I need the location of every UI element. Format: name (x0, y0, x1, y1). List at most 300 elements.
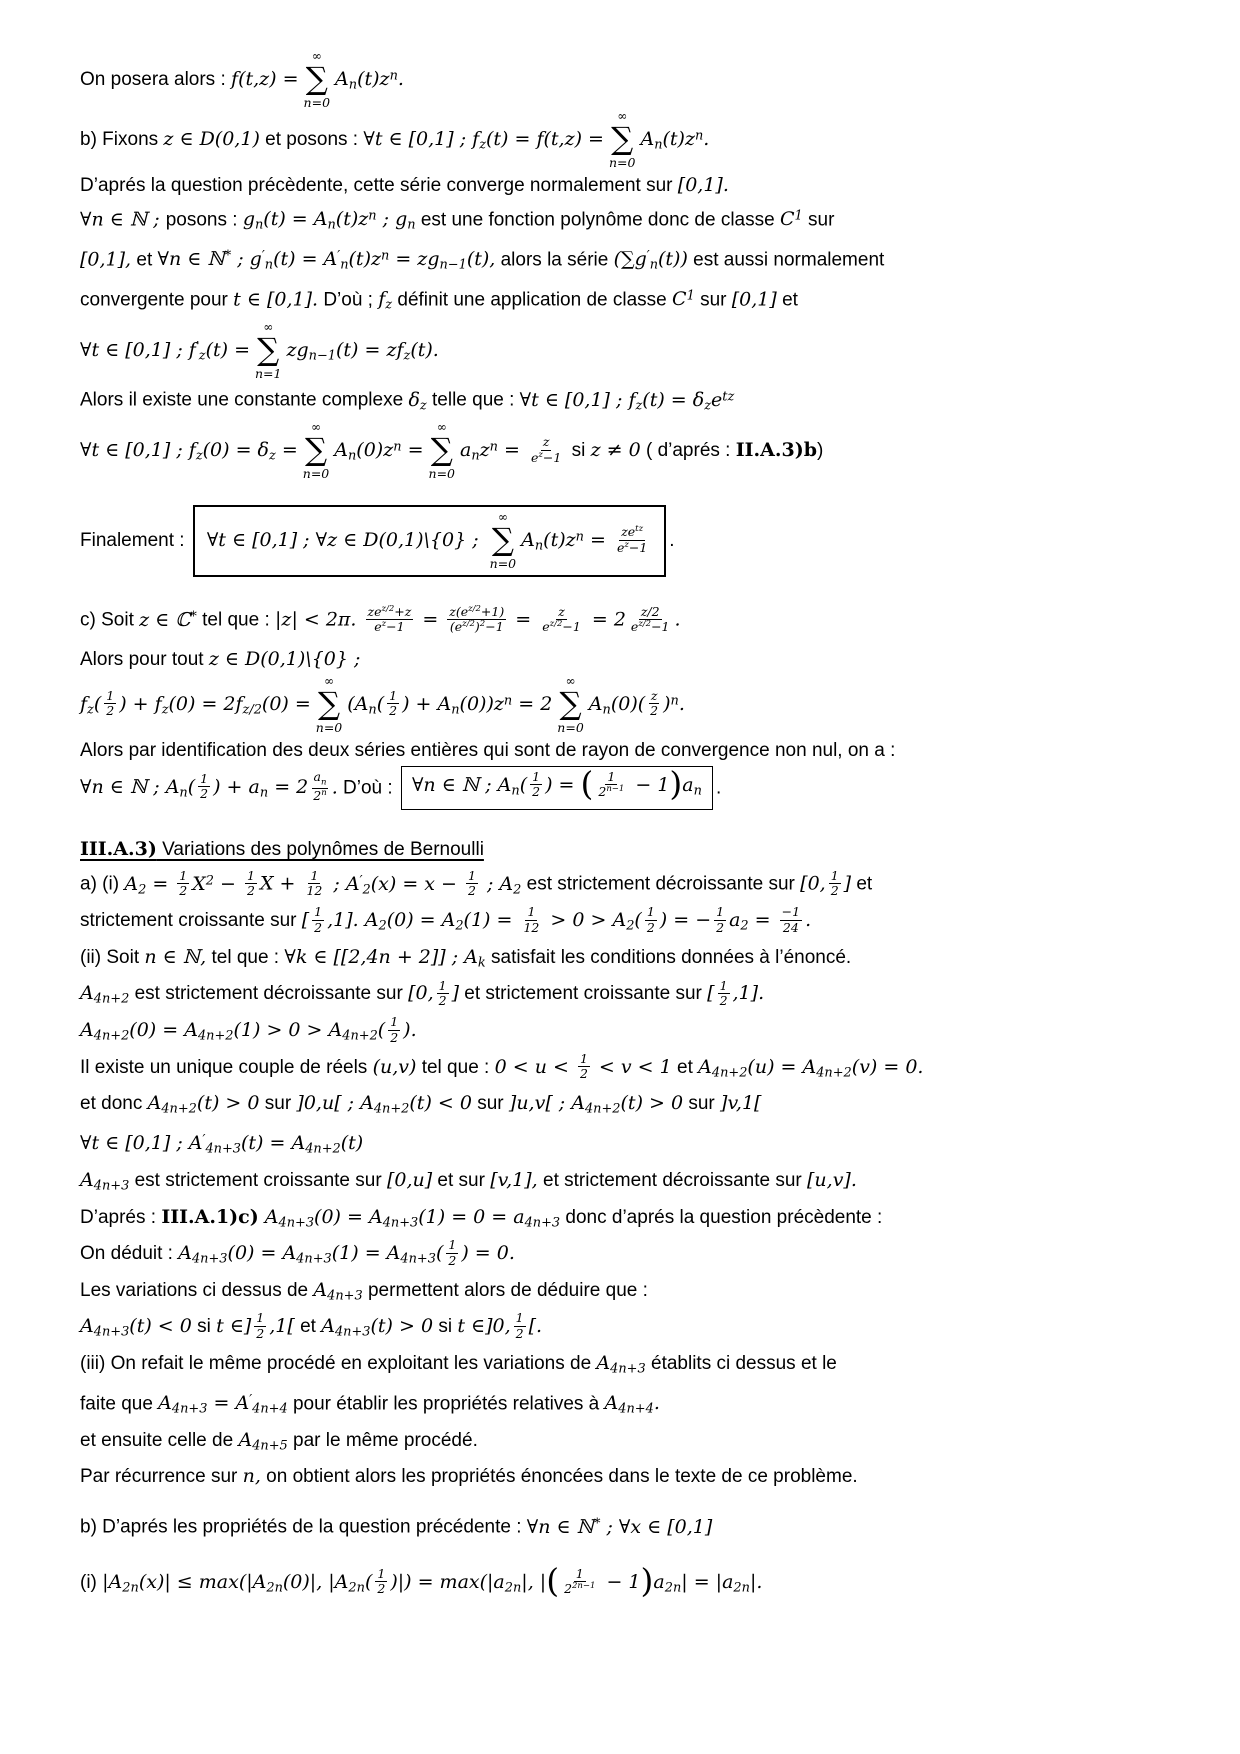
math-run: ). (403, 1019, 417, 1042)
fraction (596, 770, 626, 800)
text-run: D’aprés : (80, 1206, 162, 1228)
math-run: $f_z$( (80, 692, 102, 718)
fraction-denominator: 2 (719, 992, 728, 1008)
math-run: [0, (800, 872, 826, 895)
line-constante (80, 381, 1172, 421)
fraction-numerator: 1 (830, 867, 839, 883)
text-run: b) Fixons (80, 129, 164, 151)
text-run: est aussi normalement (687, 249, 885, 271)
math-run: ) + $f_z(0) = 2f_{z/2}(0)$ = (119, 692, 311, 718)
sum-lower-limit: n=0 (489, 556, 517, 572)
text-run: On posera alors : (80, 69, 232, 91)
fraction-denominator: 12 (306, 883, 323, 899)
conclusion-box (401, 763, 713, 811)
math-run: ∀t ∈ [0,1] ; $f_z(t) = \delta_ze^{tz}$ (519, 388, 735, 414)
text-run: si (191, 1316, 217, 1338)
math-run: − 1 (600, 1570, 641, 1593)
fraction-denominator: $2^{n-1}$ (598, 783, 625, 800)
fraction-numerator: 1 (646, 904, 655, 920)
sigma-glyph: ∑ (317, 685, 341, 722)
math-run: ) + $A_n(0))z^n = 2$ (402, 692, 553, 718)
line-gn-prime (80, 241, 1172, 281)
text-run: ( d’aprés : (640, 440, 736, 462)
fraction (387, 689, 399, 719)
fraction (714, 905, 726, 935)
text-run: a) (i) (80, 873, 125, 895)
math-run: $A_{4n+3}(0) = A_{4n+3}(1) = 0 = a_{4n+3}$ (258, 1205, 561, 1231)
fraction-numerator: 1 (389, 687, 398, 703)
text-run: Variations des polynômes de Bernoulli (156, 839, 484, 861)
fraction (198, 772, 210, 802)
fraction-numerator: 1 (377, 1565, 386, 1581)
math-run: ) = (545, 773, 581, 796)
fraction (304, 869, 324, 899)
text-run: sur (802, 209, 835, 231)
sigma-glyph: ∑ (491, 522, 514, 559)
math-run: ; $A_2$ (480, 872, 522, 898)
text-run: et strictement décroissante sur (537, 1169, 807, 1191)
math-run: ($A_n$( (347, 692, 385, 718)
math-run: . (331, 775, 338, 798)
text-run: et ensuite celle de (80, 1429, 239, 1451)
math-run: ] (451, 982, 459, 1005)
math-run: $A_2$ = (124, 872, 175, 898)
fraction-denominator: 2 (314, 919, 323, 935)
line-finalement (80, 505, 1172, 577)
fraction-numerator: 1 (448, 1237, 457, 1253)
line-recurrence (80, 1461, 1172, 1492)
fraction (529, 435, 563, 465)
fraction-numerator: z (650, 687, 658, 703)
sigma-glyph: ∑ (430, 432, 453, 469)
math-run: [0, (408, 982, 434, 1005)
fraction (446, 1238, 458, 1268)
fraction (578, 1052, 590, 1082)
fraction-denominator: $e^{z/2}-1$ (630, 618, 670, 635)
text-run: et donc (80, 1093, 148, 1115)
math-run: ]u,v[ ; $A_{4n+2}(t) > 0$ (508, 1092, 684, 1117)
line-a4n3-variations (80, 1165, 1172, 1202)
fraction (780, 905, 802, 935)
fraction-denominator: 2 (256, 1325, 265, 1341)
math-run: ∀n ∈ ℕ* ; $g'_n(t) = A'_n(t)z^n = zg_{n-1}(t)$, (157, 248, 496, 274)
math-run: ∀n ∈ ℕ ; $A_n$( (80, 775, 196, 801)
text-run: tel que : (206, 946, 285, 968)
math-run: |z| < 2π. (275, 608, 363, 631)
line-alors-pour-tout (80, 644, 1172, 675)
sum-upper-limit: ∞ (324, 673, 335, 688)
fraction (312, 905, 324, 935)
math-run: $A_{4n+3}(0) = A_{4n+3}(1) = A_{4n+3}$( (178, 1242, 444, 1267)
math-run: $A_{4n+5}$ (238, 1428, 288, 1454)
big-paren: ( (580, 763, 594, 803)
fraction-denominator: 2 (532, 784, 541, 800)
fraction-denominator: 24 (782, 919, 799, 935)
sum-lower-limit: n=0 (557, 719, 584, 735)
math-run: ,1]. (732, 982, 765, 1005)
summation-symbol (429, 421, 455, 481)
line-posera (80, 50, 1172, 110)
line-b-fixons (80, 110, 1172, 170)
line-convergente (80, 281, 1172, 321)
sigma-glyph: ∑ (611, 121, 634, 157)
line-identification (80, 735, 1172, 766)
fraction-numerator: 1 (716, 904, 725, 920)
text-run: on obtient alors les propriétés énoncées dans le texte de ce problème. (260, 1466, 858, 1488)
math-run: $a_n$ (682, 773, 702, 799)
math-run: $zg_{n-1}(t) = zf_z(t)$. (286, 339, 439, 364)
sum-upper-limit: ∞ (497, 510, 508, 525)
text-run: faite que (80, 1392, 159, 1414)
summation-symbol (490, 511, 516, 571)
math-run: [ (301, 909, 310, 932)
text-run: si (433, 1316, 458, 1338)
fraction-denominator: $e^{z/2}-1$ (542, 618, 581, 635)
sum-lower-limit: n=0 (302, 466, 330, 482)
fraction-denominator: 2 (716, 919, 725, 935)
fraction-numerator: 1 (390, 1014, 399, 1030)
fraction-denominator: $e^z-1$ (530, 449, 562, 465)
math-run: $(\sum g'_n(t))$ (613, 248, 688, 274)
text-run: Alors par identification des deux séries entières qui sont de rayon de convergence non nul, on a : (80, 739, 896, 761)
math-run: ∀n ∈ ℕ ; $A_n$( (411, 773, 528, 799)
math-run: t ∈ [0,1]. (233, 288, 319, 311)
fraction-numerator: $z(e^{z/2}+1)$ (449, 603, 505, 619)
fraction-numerator: 1 (468, 867, 476, 883)
fraction-denominator: 2 (200, 786, 209, 802)
text-run: définit une application de classe (392, 289, 673, 311)
math-run: ∀t ∈ [0,1] ; $f_z(t) = f(t,z)$ = (363, 128, 604, 153)
text-run: et (131, 249, 158, 271)
math-run: ; $A'_2(x) = x$ − (327, 872, 463, 898)
fraction-denominator: 2 (179, 883, 188, 899)
math-run: ) = − (659, 909, 712, 932)
fraction-denominator: 2 (468, 883, 476, 899)
line-b-proprietes (80, 1508, 1172, 1542)
fraction-numerator: z (542, 434, 550, 450)
math-run: $A_{4n+3} = A'_{4n+4}$ (158, 1391, 288, 1417)
math-run: < v < 1 (592, 1055, 672, 1078)
fraction-numerator: 1 (246, 867, 255, 883)
text-run: et posons : (259, 129, 364, 151)
fraction (366, 605, 414, 635)
fraction (311, 770, 328, 804)
math-run: $A_{4n+3}(t) > 0$ (321, 1315, 434, 1340)
line-a4n2-variations (80, 978, 1172, 1015)
text-run: (i) (80, 1571, 103, 1593)
text-run: et (671, 1056, 699, 1078)
math-run: − 1 (629, 773, 670, 796)
math-run: $A_{4n+3}(t) < 0$ (80, 1315, 192, 1340)
text-run: Il existe un unique couple de réels (80, 1056, 373, 1078)
sum-upper-limit: ∞ (311, 420, 321, 435)
fraction-denominator: 2 (377, 1581, 386, 1597)
sigma-glyph: ∑ (304, 432, 328, 469)
math-run: f(t,z) = (231, 68, 299, 91)
line-signes-a4n3 (80, 1311, 1172, 1348)
summation-symbol (303, 421, 329, 481)
text-run: telle que : (426, 389, 520, 411)
fraction-numerator: $ze^{z/2}+z$ (367, 603, 412, 619)
fraction (645, 905, 657, 935)
math-run: $A_n(0)z^n$ = (334, 439, 424, 464)
math-run: $C^1$ (779, 208, 803, 231)
big-paren: ) (640, 1560, 654, 1600)
text-run: Finalement : (80, 530, 190, 552)
line-posons-gn (80, 201, 1172, 241)
fraction-numerator: z/2 (640, 603, 660, 619)
math-run: [0,1]. (677, 174, 729, 196)
math-run: z ≠ 0 (590, 439, 641, 462)
math-run: $a_nz^n$ = (460, 439, 526, 464)
summation-symbol (609, 110, 635, 170)
reference-label: III.A.1)c) (161, 1205, 259, 1228)
sum-lower-limit: n=0 (608, 155, 636, 170)
fraction (629, 605, 672, 635)
heading-III-A-3 (80, 834, 1172, 865)
math-run: = (416, 608, 445, 631)
math-run: t ∈]0, (457, 1315, 511, 1338)
text-run: tel que : (196, 609, 276, 631)
fraction-numerator: $a_n$ (313, 768, 327, 788)
fraction (245, 869, 257, 899)
sum-upper-limit: ∞ (617, 109, 628, 123)
math-run: ∀t ∈ [0,1] ; $f_z(0) = \delta_z$ = (80, 439, 298, 464)
text-run: strictement croissante sur (80, 910, 302, 932)
text-run: est strictement décroissante sur (129, 983, 409, 1005)
text-run: donc d’aprés la question précèdente : (560, 1206, 883, 1228)
sum-lower-limit: n=0 (315, 719, 343, 735)
line-convergence (80, 170, 1172, 201)
fraction (254, 1311, 266, 1341)
fraction-numerator: 1 (314, 904, 323, 920)
math-run: $|A_{2n}(x)| \le \max(|A_{2n}(0)|$, $|A_{2n}$( (102, 1570, 373, 1596)
text-run: Alors pour tout (80, 648, 209, 670)
line-delta (80, 421, 1172, 481)
text-run: sur (683, 1093, 721, 1115)
line-dapres-IIIA1c (80, 1202, 1172, 1239)
fraction-numerator: 1 (719, 977, 728, 993)
sigma-glyph: ∑ (305, 61, 328, 97)
math-run: ,1[ (269, 1315, 295, 1338)
math-run: $A_{4n+2}(u) = A_{4n+2}(v) = 0$. (698, 1055, 924, 1081)
math-run: > $0 > A_2$( (544, 909, 642, 934)
math-run: [ (707, 982, 715, 1005)
line-i-majoration (80, 1560, 1172, 1604)
math-run: ∀k ∈ [[2,4n + 2]] ; $A_k$ (284, 945, 486, 971)
math-run: . (805, 909, 812, 932)
math-run: ] (843, 872, 852, 895)
math-run: $A_{4n+3}$ (80, 1168, 130, 1194)
fraction-numerator: $ze^{tz}$ (621, 524, 644, 540)
line-faite-que (80, 1385, 1172, 1425)
math-run: )|) = $\max(|a_{2n}|$, | (390, 1570, 547, 1596)
line-ensuite (80, 1425, 1172, 1462)
text-run: tel que : (416, 1056, 495, 1078)
big-paren: ) (669, 763, 683, 803)
reference-label: III.A.3) (80, 838, 157, 861)
math-run: $C^1$ (672, 288, 695, 311)
math-run: $\delta_z$ (408, 388, 427, 414)
line-couple-uv (80, 1052, 1172, 1089)
math-run: $A_{4n+3}$ (596, 1351, 646, 1377)
math-run: ) = 0. (461, 1242, 515, 1265)
sum-upper-limit: ∞ (311, 49, 322, 63)
text-run: satisfait les conditions données à l’énoncé. (485, 946, 852, 968)
math-run: t ∈] (216, 1315, 252, 1338)
math-run: ) + $a_n = 2$ (213, 775, 309, 801)
fraction (562, 1567, 597, 1597)
math-run: X + (259, 872, 302, 895)
text-run: et (294, 1316, 322, 1338)
summation-symbol (255, 321, 281, 381)
fraction-numerator: 1 (310, 867, 319, 883)
line-dou-box (80, 763, 1172, 811)
sum-upper-limit: ∞ (436, 420, 447, 435)
math-run: $a_2$ = (729, 909, 777, 934)
fraction (447, 605, 506, 635)
fraction-denominator: 2 (650, 703, 659, 719)
text-run: b) D’aprés les propriétés de la question précédente : (80, 1516, 527, 1538)
summation-symbol (316, 675, 342, 735)
math-run: $A_{4n+2}(0) = A_{4n+2}(1) > 0 > A_{4n+2}$( (80, 1019, 386, 1044)
fraction-numerator: 1 (438, 977, 447, 993)
sum-lower-limit: n=1 (254, 366, 282, 382)
math-run: z ∈ D(0,1)\{0} ; (208, 647, 361, 670)
math-run: ∀n ∈ ℕ ; (80, 208, 166, 231)
text-run: . (669, 530, 675, 552)
line-signes (80, 1088, 1172, 1125)
text-run: (iii) On refait le même procédé en exploitant les variations de (80, 1352, 597, 1374)
fraction (530, 770, 542, 800)
text-run: est strictement croissante sur (129, 1169, 387, 1191)
text-run: et sur (432, 1169, 491, 1191)
math-run: $A_n(t)z^n$. (640, 128, 710, 153)
line-a-i (80, 865, 1172, 905)
math-run: = 2 (585, 608, 626, 631)
line-derivee (80, 321, 1172, 381)
text-run: Les variations ci dessus de (80, 1279, 314, 1301)
sum-upper-limit: ∞ (565, 673, 576, 688)
line-a4n2-valeurs (80, 1015, 1172, 1052)
fraction-denominator: 2 (106, 703, 115, 719)
math-run: ∀t ∈ [0,1] ; $A'_{4n+3}(t) = A_{4n+2}(t)$ (80, 1132, 364, 1157)
math-run: $A_n(t)z^n$ = (521, 529, 612, 554)
fraction-denominator: 2 (246, 883, 255, 899)
math-run: ∀n ∈ ℕ* ; ∀x ∈ [0,1] (526, 1515, 713, 1538)
fraction-numerator: 1 (607, 768, 616, 784)
math-run: $A_{4n+2}(t) > 0$ (147, 1092, 260, 1117)
text-run: . (715, 776, 722, 798)
fraction (514, 1311, 526, 1341)
line-fz-demi (80, 675, 1172, 735)
fraction-numerator: 1 (256, 1310, 265, 1326)
fraction-numerator: 1 (515, 1310, 524, 1326)
text-run: Alors il existe une constante complexe (80, 389, 409, 411)
text-run: par le même procédé. (287, 1429, 478, 1451)
math-run: $a_{2n}| = |a_{2n}|$. (653, 1570, 763, 1596)
math-run: $g_n(t) = A_n(t)z^n$ ; $g_n$ (242, 208, 416, 234)
text-run: et (776, 289, 798, 311)
fraction (648, 689, 660, 719)
fraction (615, 525, 649, 555)
fraction-numerator: 1 (527, 904, 536, 920)
math-run: [0,1], (80, 248, 132, 271)
fraction-denominator: 2 (515, 1325, 524, 1341)
text-run: Par récurrence sur (80, 1466, 243, 1488)
line-ii-soit (80, 942, 1172, 979)
math-run: )$^n$. (663, 692, 685, 715)
text-run: sur (471, 1093, 509, 1115)
fraction-denominator: $e^z-1$ (374, 619, 405, 635)
math-run: $f_z$ (378, 288, 393, 314)
finalement-box (193, 505, 666, 577)
math-run: ]v,1[ (720, 1092, 762, 1115)
fraction-numerator: 1 (200, 771, 209, 786)
text-run: et strictement croissante sur (459, 983, 708, 1005)
text-run: si (566, 440, 591, 462)
text-run: D’où : (337, 776, 398, 798)
fraction (521, 905, 541, 935)
fraction-numerator: 1 (179, 867, 188, 883)
math-run: $A_n(t)z^n$. (335, 68, 404, 93)
sum-lower-limit: n=0 (428, 466, 455, 482)
summation-symbol (557, 675, 583, 735)
fraction-denominator: 2 (646, 919, 655, 935)
sum-upper-limit: ∞ (263, 320, 274, 335)
text-run: alors la série (495, 249, 614, 271)
fraction-denominator: 2$^n$ (313, 788, 327, 804)
text-run: c) Soit (80, 609, 140, 631)
math-run: ]0,u[ ; $A_{4n+2}(t) < 0$ (296, 1092, 472, 1117)
math-run: (u,v) (372, 1055, 417, 1078)
fraction-denominator: 2 (389, 703, 398, 719)
line-a4n3-derivee (80, 1125, 1172, 1165)
fraction-denominator: $(e^{z/2})^2-1$ (449, 619, 504, 635)
fraction (466, 869, 478, 899)
line-a-i-suite (80, 905, 1172, 942)
line-iii-procede (80, 1348, 1172, 1385)
math-run: = (509, 608, 538, 631)
math-run: $A_{4n+4}$. (604, 1391, 660, 1417)
fraction-denominator: 2 (438, 992, 447, 1008)
summation-symbol (304, 50, 330, 110)
math-run: z ∈ D(0,1) (163, 128, 260, 151)
reference-label: II.A.3)b (735, 439, 817, 462)
math-run: [u,v]. (807, 1168, 857, 1191)
fraction (718, 979, 730, 1009)
fraction-numerator: z (558, 603, 565, 619)
math-run: n ∈ ℕ, (144, 945, 207, 968)
big-paren: ( (546, 1560, 560, 1600)
fraction (375, 1567, 387, 1597)
fraction-denominator: 12 (523, 919, 540, 935)
text-run: est strictement décroissante sur (521, 873, 801, 895)
math-run: [v,1], (490, 1168, 538, 1191)
line-c-soit (80, 601, 1172, 635)
math-run: ∀t ∈ [0,1] ; $f'_z(t)$ = (80, 339, 250, 364)
fraction (388, 1015, 400, 1045)
math-run: ∀t ∈ [0,1] ; ∀z ∈ D(0,1)\{0} ; (206, 529, 485, 552)
fraction (104, 689, 116, 719)
math-run: $A_{4n+2}$ (80, 982, 130, 1008)
text-run: sur (694, 289, 732, 311)
sigma-glyph: ∑ (257, 332, 280, 369)
text-run: pour établir les propriétés relatives à (287, 1392, 605, 1414)
fraction (177, 869, 189, 899)
line-on-deduit (80, 1238, 1172, 1275)
math-run: [0,1] (731, 288, 777, 311)
